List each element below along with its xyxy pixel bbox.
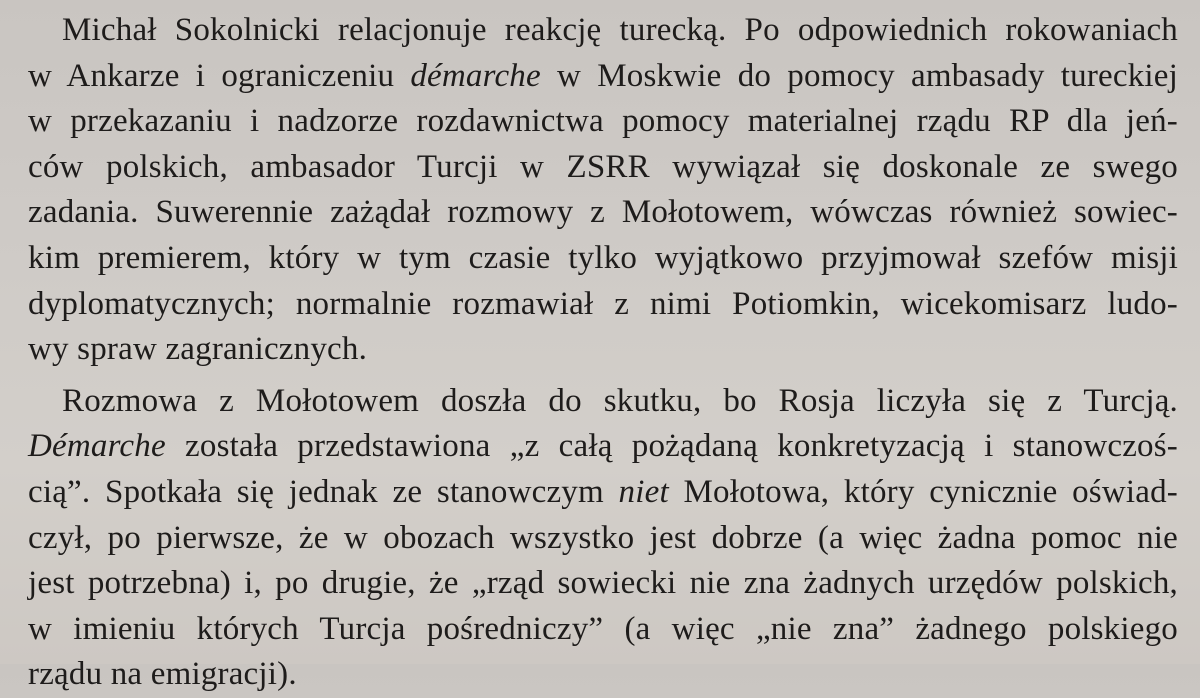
text-line	[28, 327, 1178, 373]
text-line	[28, 652, 1178, 698]
text-line	[28, 282, 1178, 328]
text-line	[28, 236, 1178, 282]
text-run: ców polskich, ambasador Turcji w ZSRR wywiązał się doskonale ze swego	[28, 148, 1178, 185]
text-line	[28, 8, 1178, 54]
text-run: w imieniu których Turcja pośredniczy” (a więc „nie zna” żadnego polskiego	[28, 610, 1178, 647]
text-run: zadania. Suwerennie zażądał rozmowy z Mołotowem, wówczas również sowiec-	[28, 194, 1178, 231]
italic-term: démarche	[410, 57, 541, 94]
text-line	[28, 516, 1178, 562]
italic-term: Démarche	[28, 428, 166, 465]
text-run: dyplomatycznych; normalnie rozmawiał z nimi Potiomkin, wicekomisarz ludo-	[28, 285, 1178, 322]
text-line	[28, 607, 1178, 653]
text-line	[28, 561, 1178, 607]
text-line	[28, 470, 1178, 516]
text-line	[28, 379, 1178, 425]
text-run: cią”. Spotkała się jednak ze stanowczym	[28, 473, 619, 510]
text-run: kim premierem, który w tym czasie tylko wyjątkowo przyjmował szefów misji	[28, 239, 1178, 276]
text-line	[28, 190, 1178, 236]
text-line	[28, 145, 1178, 191]
text-line	[28, 99, 1178, 145]
text-line	[28, 424, 1178, 470]
text-run: w przekazaniu i nadzorze rozdawnictwa pomocy materialnej rządu RP dla jeń-	[28, 103, 1178, 140]
text-line	[28, 54, 1178, 100]
italic-term: niet	[618, 473, 669, 510]
text-run: została przedstawiona „z całą pożądaną konkretyzacją i stanowczoś-	[165, 428, 1178, 465]
text-run: Rozmowa z Mołotowem doszła do skutku, bo Rosja liczyła się z Turcją.	[62, 382, 1178, 419]
text-run: Mołotowa, który cynicznie oświad-	[668, 473, 1178, 510]
text-run: rządu na emigracji).	[28, 656, 297, 693]
text-run: Michał Sokolnicki relacjonuje reakcję turecką. Po odpowiednich rokowaniach	[62, 12, 1178, 48]
text-run: czył, po pierwsze, że w obozach wszystko jest dobrze (a więc żadna pomoc nie	[28, 519, 1178, 556]
text-run: wy spraw zagranicznych.	[28, 331, 368, 368]
text-run: jest potrzebna) i, po drugie, że „rząd sowiecki nie zna żadnych urzędów polskich,	[28, 565, 1178, 602]
text-run: w Moskwie do pomocy ambasady tureckiej	[540, 57, 1178, 94]
text-run: w Ankarze i ograniczeniu	[28, 57, 411, 94]
